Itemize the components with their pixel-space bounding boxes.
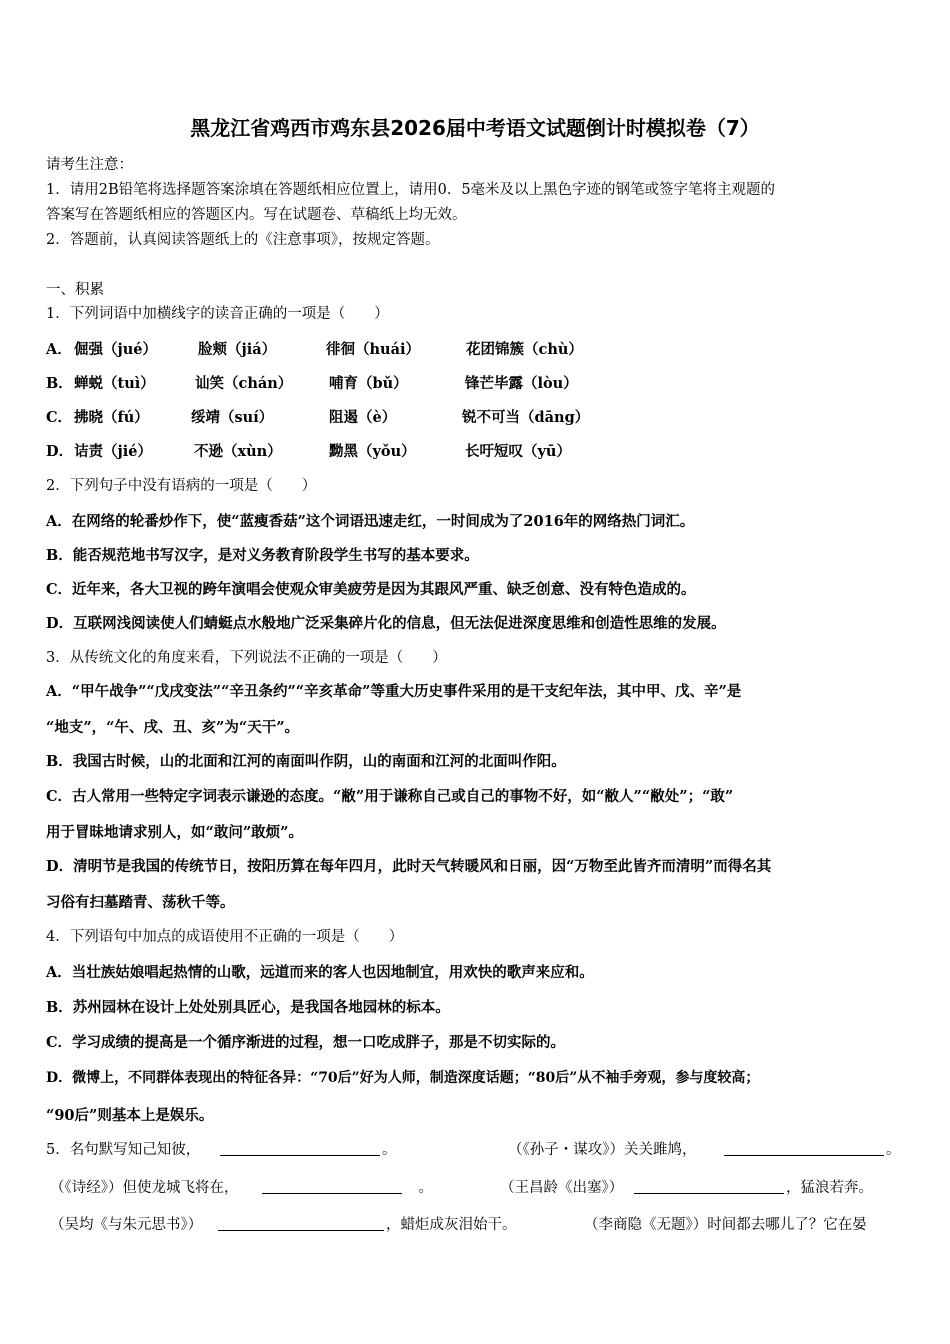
option-word: 锐不可当（dāng） <box>462 409 590 426</box>
q5-text: ，猛浪若奔。 <box>786 1180 873 1196</box>
option-label: C． <box>46 409 73 426</box>
fill-blank[interactable] <box>220 1141 380 1156</box>
option-label: D． <box>46 443 74 460</box>
q5-text: （吴均《与朱元思书》） <box>50 1217 203 1233</box>
q3-option-c-line1: C．古人常用一些特定字词表示谦逊的态度。“敝”用于谦称自己或自己的事物不好，如“敝人”“敝处”；“敢” <box>46 788 734 805</box>
option-word: 倔强（jué） <box>74 341 158 358</box>
option-word: 拂晓（fú） <box>74 409 149 426</box>
q3-option-b: B．我国古时候，山的北面和江河的南面叫作阴，山的南面和江河的北面叫作阳。 <box>46 753 566 770</box>
section-heading: 一、积累 <box>46 282 104 298</box>
q2-option-d: D．互联网浅阅读使人们蜻蜓点水般地广泛采集碎片化的信息，但无法促进深度思维和创造性思维的发展。 <box>46 615 726 632</box>
q5-text: ，蜡炬成灰泪始干。 <box>386 1217 517 1233</box>
option-word: 长吁短叹（yū） <box>465 443 571 460</box>
q4-stem: 4．下列语句中加点的成语使用不正确的一项是（ ） <box>46 929 404 945</box>
q2-option-a: A．在网络的轮番炒作下，使“蓝瘦香菇”这个词语迅速走红，一时间成为了2016年的网络热门词汇。 <box>46 513 695 530</box>
q4-option-d-line1: D．微博上，不同群体表现出的特征各异：“70后”好为人师，制造深度话题；“80后”从不袖手旁观，参与度较高； <box>46 1070 760 1086</box>
notice-line-1b: 答案写在答题纸相应的答题区内。写在试题卷、草稿纸上均无效。 <box>46 207 467 223</box>
fill-blank[interactable] <box>262 1179 402 1194</box>
q3-option-d-line1: D．清明节是我国的传统节日，按阳历算在每年四月，此时天气转暖风和日丽，因“万物至此皆齐而清明”而得名其 <box>46 858 772 875</box>
fill-blank[interactable] <box>218 1216 384 1231</box>
option-label: B． <box>46 375 73 392</box>
q3-option-d-line2: 习俗有扫墓踏青、荡秋千等。 <box>46 894 235 911</box>
q3-option-c-line2: 用于冒昧地请求别人，如“敢问”敢烦”。 <box>46 824 304 841</box>
q1-stem: 1．下列词语中加横线字的读音正确的一项是（ ） <box>46 306 389 322</box>
option-word: 不逊（xùn） <box>194 443 282 460</box>
q5-text: （《诗经》）但使龙城飞将在， <box>50 1180 239 1196</box>
option-word: 讪笑（chán） <box>195 375 293 392</box>
q5-text: （李商隐《无题》）时间都去哪儿了？它在晏 <box>584 1217 867 1233</box>
q3-option-a-line1: A．“甲午战争”“戊戌变法”“辛丑条约”“辛亥革命”等重大历史事件采用的是干支纪年法，其中甲、戊、辛”是 <box>46 683 742 700</box>
option-label: A． <box>46 341 72 358</box>
option-word: 蝉蜕（tuì） <box>74 375 155 392</box>
q4-option-a: A．当壮族姑娘唱起热情的山歌，远道而来的客人也因地制宜，用欢快的歌声来应和。 <box>46 964 594 981</box>
option-word: 花团锦簇（chù） <box>466 341 583 358</box>
option-word: 脸颊（jiá） <box>198 341 277 358</box>
notice-line-1a: 1．请用2B铅笔将选择题答案涂填在答题纸相应位置上，请用0．5毫米及以上黑色字迹的钢笔或签字笔将主观题的 <box>46 182 776 198</box>
q3-option-a-line2: “地支”，“午、戌、丑、亥”为“天干”。 <box>46 719 300 736</box>
q5-text: 5．名句默写知己知彼， <box>46 1142 201 1158</box>
q3-stem: 3．从传统文化的角度来看，下列说法不正确的一项是（ ） <box>46 650 447 666</box>
q4-option-c: C．学习成绩的提高是一个循序渐进的过程，想一口吃成胖子，那是不切实际的。 <box>46 1034 566 1051</box>
option-word: 锋芒毕露（lòu） <box>465 375 578 392</box>
q2-option-c: C．近年来，各大卫视的跨年演唱会使观众审美疲劳是因为其跟风严重、缺乏创意、没有特色造成的。 <box>46 581 696 598</box>
exam-title: 黑龙江省鸡西市鸡东县2026届中考语文试题倒计时模拟卷（7） <box>190 116 760 140</box>
fill-blank[interactable] <box>634 1179 784 1194</box>
q4-option-b: B．苏州园林在设计上处处别具匠心，是我国各地园林的标本。 <box>46 999 450 1016</box>
q5-text: 。 <box>886 1142 901 1158</box>
notice-line-2: 2．答题前，认真阅读答题纸上的《注意事项》，按规定答题。 <box>46 232 440 248</box>
q5-text: 。 <box>404 1180 433 1196</box>
q4-option-d-line2: “90后”则基本上是娱乐。 <box>46 1107 214 1124</box>
q2-option-b: B．能否规范地书写汉字，是对义务教育阶段学生书写的基本要求。 <box>46 547 479 564</box>
option-word: 黝黑（yǒu） <box>329 443 416 460</box>
option-word: 诘责（jié） <box>74 443 152 460</box>
option-word: 哺育（bǔ） <box>329 375 408 392</box>
option-word: 阻遏（è） <box>329 409 397 426</box>
q2-stem: 2．下列句子中没有语病的一项是（ ） <box>46 478 317 494</box>
q5-text: 。 <box>382 1142 397 1158</box>
q5-text: （《孙子・谋攻》）关关雎鸠， <box>508 1142 697 1158</box>
option-word: 徘徊（huái） <box>326 341 420 358</box>
option-word: 绥靖（suí） <box>191 409 274 426</box>
fill-blank[interactable] <box>724 1141 884 1156</box>
q5-text: （王昌龄《出塞》） <box>500 1180 624 1196</box>
notice-heading: 请考生注意： <box>46 157 133 173</box>
